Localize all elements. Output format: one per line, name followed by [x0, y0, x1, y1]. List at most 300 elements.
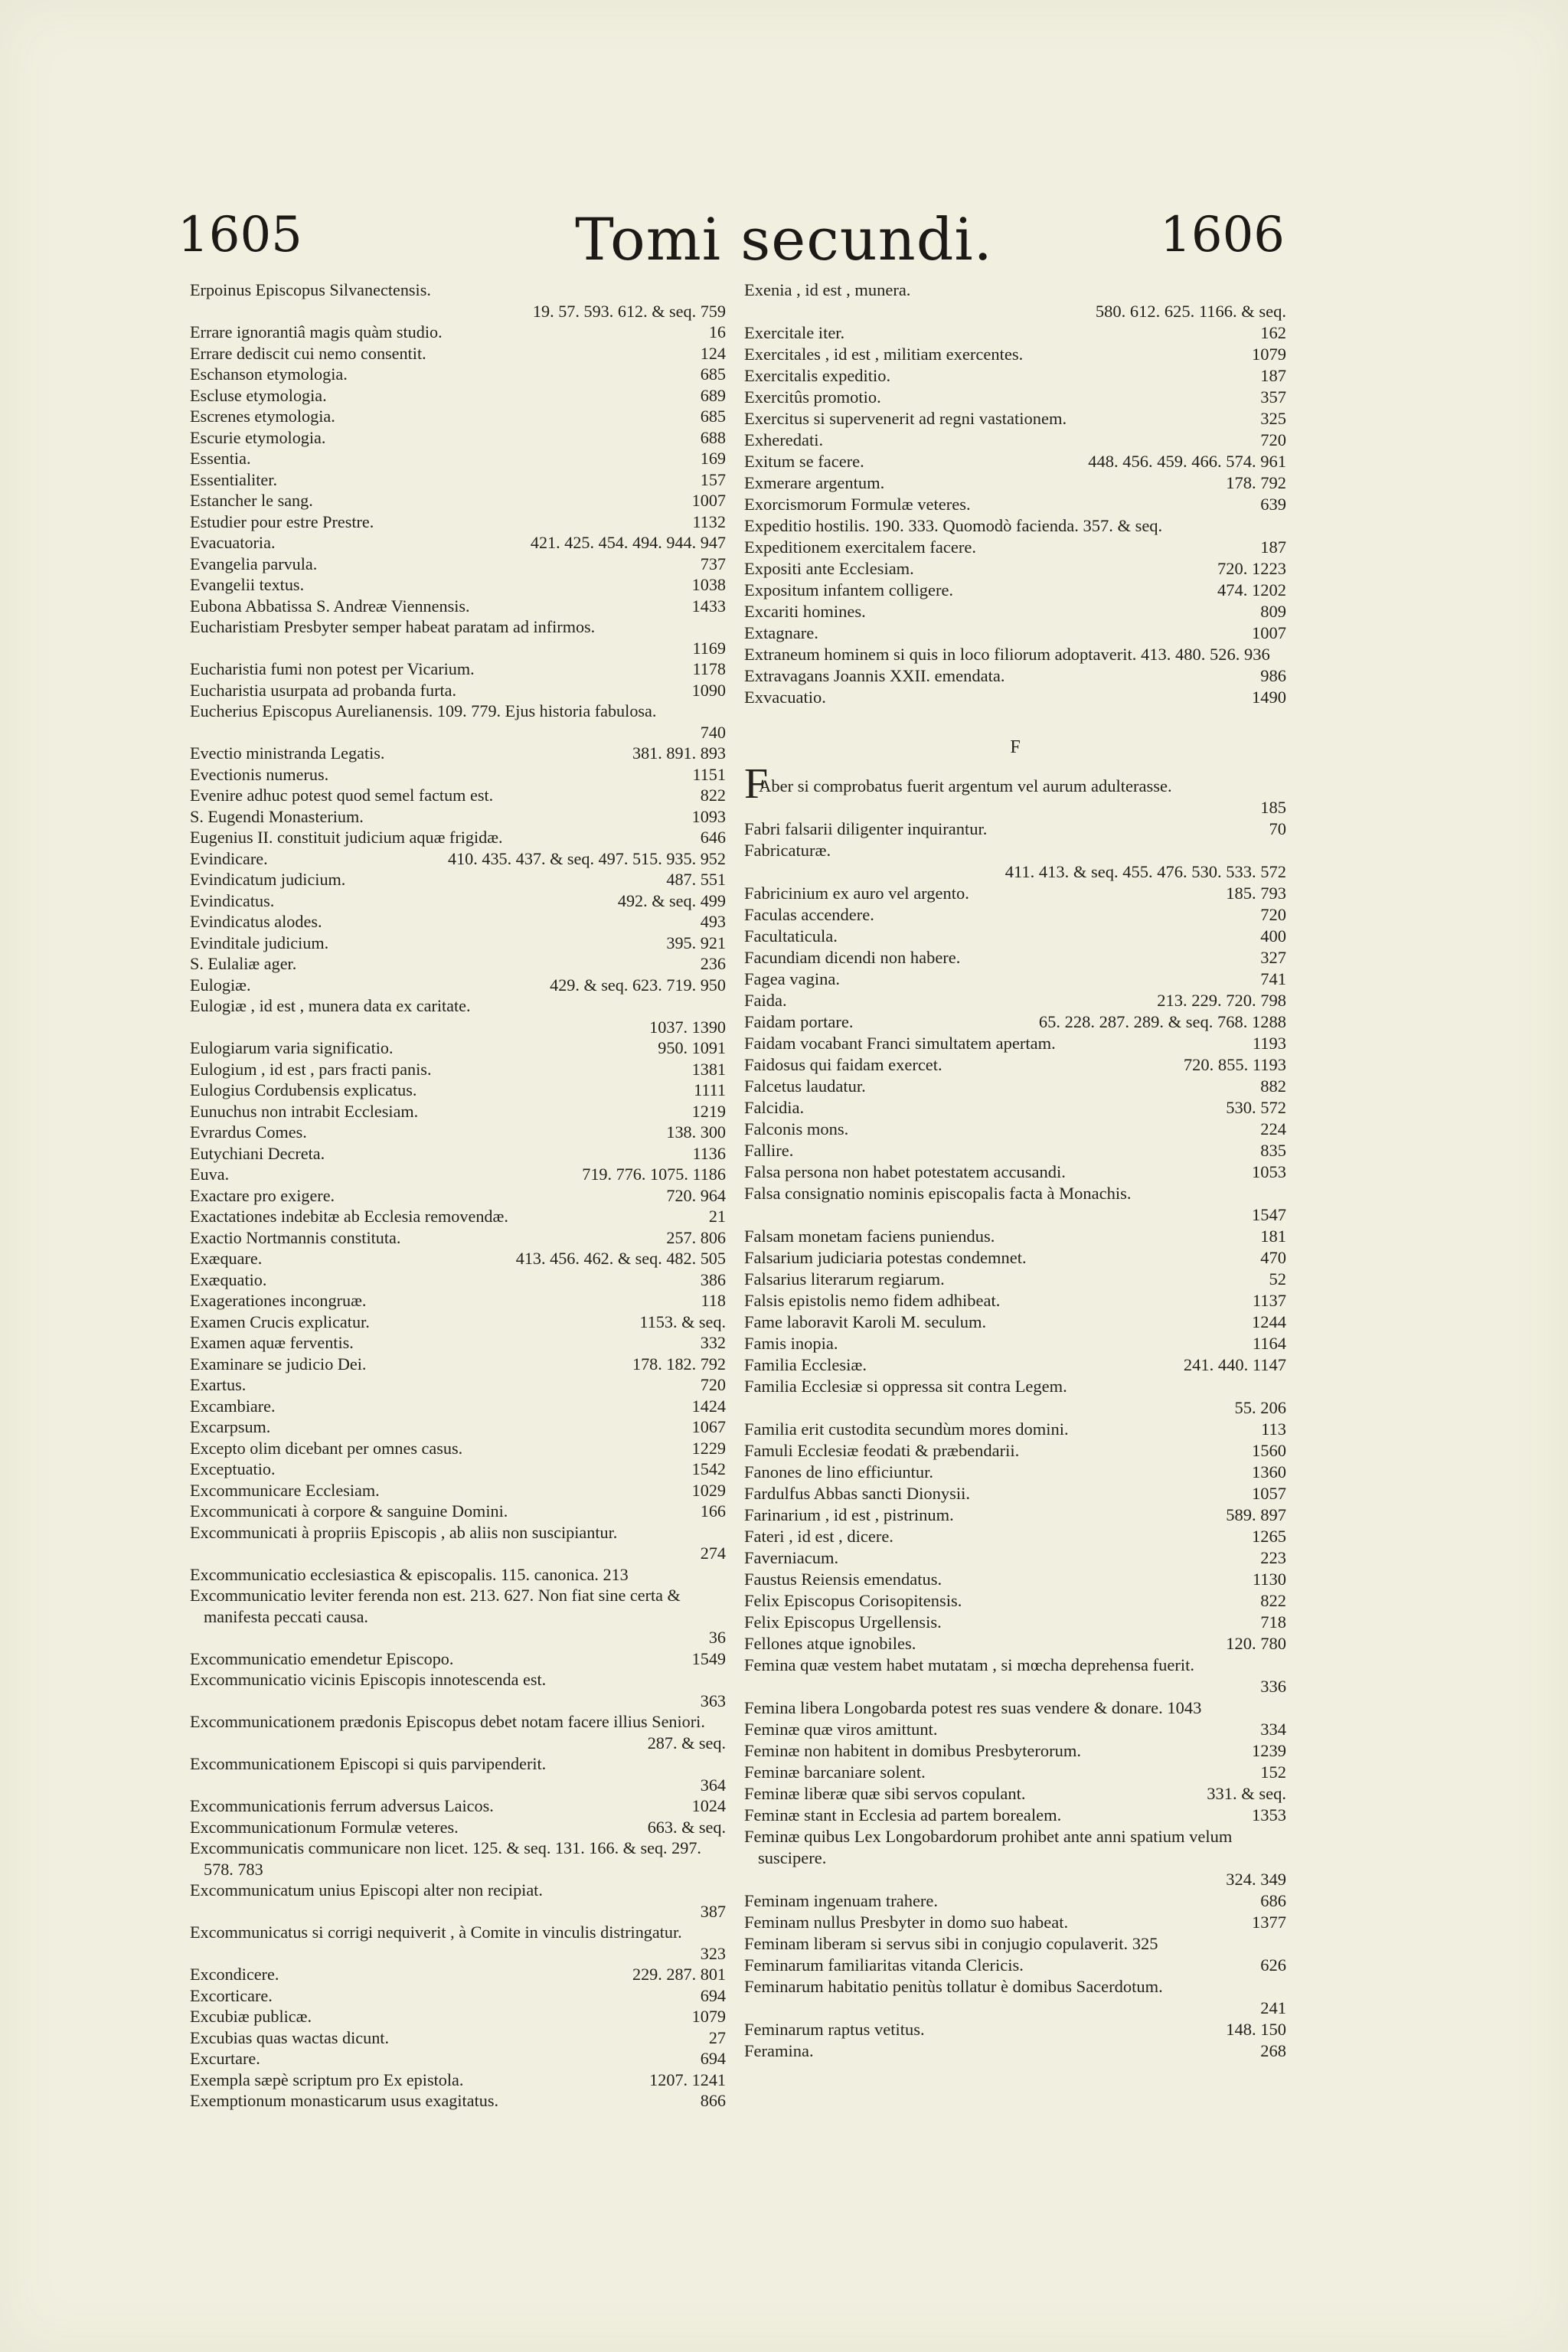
- entry-text: Escluse etymologia.: [190, 385, 327, 405]
- entry-pages: 1136: [692, 1143, 726, 1163]
- entry-text: Felix Episcopus Urgellensis.: [744, 1612, 942, 1632]
- index-entry: [744, 1526, 1286, 1547]
- index-entry: [190, 1248, 726, 1269]
- entry-text: Faidam portare.: [744, 1012, 854, 1031]
- entry-text: Fardulfus Abbas sancti Dionysii.: [744, 1484, 970, 1503]
- entry-text: Felix Episcopus Corisopitensis.: [744, 1591, 962, 1610]
- index-entry: [744, 1419, 1286, 1440]
- entry-text: Eulogius Cordubensis explicatus.: [190, 1080, 417, 1099]
- index-entry: [190, 1480, 726, 1501]
- index-entry: [744, 1912, 1286, 1933]
- index-entry: [744, 515, 1286, 537]
- entry-pages: 580. 612. 625. 1166. & seq.: [1095, 302, 1286, 321]
- index-entry: [744, 904, 1286, 926]
- entry-text: Exercitalis expeditio.: [744, 366, 891, 385]
- index-entry: [190, 343, 726, 364]
- entry-text: Evinditale judicium.: [190, 933, 329, 952]
- entry-pages: 387: [700, 1901, 726, 1921]
- entry-pages: 740: [700, 722, 726, 742]
- entry-pages: 1130: [1252, 1570, 1286, 1589]
- entry-pages: 492. & seq. 499: [617, 890, 726, 910]
- index-entry: [190, 1753, 726, 1795]
- entry-pages: 1229: [691, 1438, 726, 1458]
- entry-text: Excarpsum.: [190, 1417, 271, 1436]
- entry-pages: 1207. 1241: [649, 2069, 726, 2089]
- index-entry: [744, 1376, 1286, 1419]
- entry-text: Exæquatio.: [190, 1269, 267, 1289]
- index-entry: [190, 1564, 726, 1586]
- entry-text: Exorcismorum Formulæ veteres.: [744, 495, 971, 514]
- entry-pages: 1219: [691, 1101, 726, 1121]
- index-entry: [744, 1890, 1286, 1912]
- index-entry: [744, 1504, 1286, 1526]
- entry-text: Falsis epistolis nemo fidem adhibeat.: [744, 1291, 1001, 1310]
- index-entry: [744, 1805, 1286, 1826]
- entry-text: Falsa consignatio nominis episcopalis facta à Monachis.: [744, 1184, 1132, 1203]
- entry-pages: 166: [700, 1501, 726, 1521]
- entry-text: Fabricinium ex auro vel argento.: [744, 884, 969, 903]
- entry-text: Exagerationes incongruæ.: [190, 1291, 367, 1310]
- entry-text: Fateri , id est , dicere.: [744, 1527, 893, 1546]
- entry-pages: 118: [701, 1291, 726, 1310]
- entry-text: Excommunicationem Episcopi si quis parvipenderit.: [190, 1754, 547, 1773]
- entry-pages: 229. 287. 801: [632, 1965, 726, 1984]
- entry-text: Exercitûs promotio.: [744, 387, 881, 407]
- entry-pages: 1377: [1252, 1913, 1286, 1932]
- entry-pages: 1265: [1252, 1527, 1286, 1546]
- index-entry: [744, 1333, 1286, 1354]
- entry-pages: 589. 897: [1226, 1505, 1286, 1524]
- entry-pages: 287. & seq.: [647, 1733, 726, 1753]
- entry-pages: 720: [1260, 905, 1286, 924]
- index-entry: [744, 279, 1286, 322]
- entry-text: Feminam nullus Presbyter in domo suo habeat.: [744, 1913, 1069, 1932]
- index-entry: [190, 2048, 726, 2069]
- entry-pages: 685: [700, 407, 726, 426]
- entry-text: Exæquare.: [190, 1249, 263, 1268]
- entry-pages: 223: [1260, 1548, 1286, 1567]
- index-entry: [744, 1354, 1286, 1376]
- index-entry: [190, 1459, 726, 1480]
- entry-pages: 1151: [692, 764, 726, 784]
- index-entry: [744, 1697, 1286, 1719]
- entry-text: Excommunicationum Formulæ veteres.: [190, 1817, 459, 1837]
- entry-text: Excommunicationis ferrum adversus Laicos.: [190, 1796, 494, 1815]
- entry-text: Eunuchus non intrabit Ecclesiam.: [190, 1101, 419, 1121]
- index-entry: [744, 494, 1286, 515]
- index-entry: [744, 2040, 1286, 2062]
- index-entry: [190, 616, 726, 658]
- index-entry: [744, 1933, 1286, 1955]
- entry-pages: 1007: [1252, 623, 1286, 642]
- entry-text: Extravagans Joannis XXII. emendata.: [744, 666, 1005, 685]
- index-entry: [190, 1522, 726, 1564]
- entry-text: Exempla sæpè scriptum pro Ex epistola.: [190, 2069, 464, 2089]
- entry-text: Excepto olim dicebant per omnes casus.: [190, 1438, 463, 1458]
- index-entry: [744, 1719, 1286, 1740]
- index-entry: [190, 1354, 726, 1375]
- entry-pages: 178. 182. 792: [632, 1354, 726, 1374]
- index-entry: [190, 1648, 726, 1670]
- entry-text: Faidam vocabant Franci simultatem apertam.: [744, 1034, 1056, 1053]
- index-entry: [744, 1054, 1286, 1076]
- entry-text: Evindicatum judicium.: [190, 870, 346, 889]
- index-entry: [744, 601, 1286, 622]
- index-entry: [744, 1290, 1286, 1312]
- entry-pages: 737: [700, 554, 726, 573]
- index-entry: [190, 532, 726, 554]
- entry-pages: 689: [700, 385, 726, 405]
- index-entry: [190, 1669, 726, 1711]
- entry-pages: 395. 921: [666, 933, 726, 952]
- entry-text: Evindicare.: [190, 848, 268, 868]
- entry-pages: 1193: [1252, 1034, 1286, 1053]
- index-entry: [744, 840, 1286, 883]
- index-entry: [744, 1740, 1286, 1762]
- entry-text: Eulogium , id est , pars fracti panis.: [190, 1059, 432, 1079]
- entry-pages: 1360: [1252, 1462, 1286, 1481]
- entry-pages: 688: [700, 427, 726, 447]
- entry-text: Farinarium , id est , pistrinum.: [744, 1505, 954, 1524]
- entry-pages: 626: [1260, 1955, 1286, 1975]
- index-entry: [190, 995, 726, 1037]
- entry-text: Expositi ante Ecclesiam.: [744, 559, 914, 578]
- entry-pages: 694: [700, 1985, 726, 2005]
- entry-pages: 1153. & seq.: [639, 1312, 726, 1331]
- entry-pages: 157: [700, 469, 726, 489]
- index-entry: [744, 1312, 1286, 1333]
- index-entry: [744, 1140, 1286, 1161]
- entry-text: Erpoinus Episcopus Silvanectensis.: [190, 280, 431, 299]
- index-entry: [744, 1655, 1286, 1697]
- index-entry: [744, 1783, 1286, 1805]
- entry-pages: 113: [1261, 1419, 1286, 1439]
- entry-text: Fabricaturæ.: [744, 841, 831, 860]
- index-entry: [190, 1922, 726, 1964]
- entry-text: Feminæ non habitent in domibus Presbyterorum.: [744, 1741, 1081, 1760]
- index-entry: [744, 1462, 1286, 1483]
- entry-pages: 411. 413. & seq. 455. 476. 530. 533. 572: [1004, 862, 1286, 881]
- entry-text: Excubias quas wactas dicunt.: [190, 2027, 390, 2047]
- left-page-number: 1605: [178, 207, 302, 263]
- entry-text: Feminæ quibus Lex Longobardorum prohibet ante anni spatium velum suscipere.: [744, 1827, 1233, 1867]
- entry-text: Errare ignorantiâ magis quàm studio.: [190, 322, 443, 341]
- e-entries: [744, 279, 1286, 708]
- index-entry: [190, 2090, 726, 2112]
- entry-pages: 325: [1260, 409, 1286, 428]
- entry-text: Eulogiarum varia significatio.: [190, 1038, 394, 1057]
- index-entry: [190, 1795, 726, 1817]
- index-entry: [744, 687, 1286, 708]
- index-entry: [190, 1711, 726, 1753]
- entry-pages: 530. 572: [1226, 1098, 1286, 1117]
- entry-pages: 327: [1260, 948, 1286, 967]
- entry-text: Excommunicatum unius Episcopi alter non recipiat.: [190, 1880, 543, 1900]
- entry-text: Exercitales , id est , militiam exercentes.: [744, 345, 1024, 364]
- entry-text: Famuli Ecclesiæ feodati & præbendarii.: [744, 1441, 1020, 1460]
- entry-text: Evrardus Comes.: [190, 1122, 307, 1142]
- entry-pages: 181: [1260, 1227, 1286, 1246]
- index-entry: [744, 1183, 1286, 1226]
- entry-pages: 741: [1260, 969, 1286, 988]
- entry-text: Exactationes indebitæ ab Ecclesia removendæ.: [190, 1207, 508, 1226]
- entry-pages: 120. 780: [1226, 1634, 1286, 1653]
- entry-pages: 1178: [692, 659, 726, 678]
- entry-text: Fallire.: [744, 1141, 794, 1160]
- entry-text: Excommunicatio ecclesiastica & episcopalis. 115. canonica. 213: [190, 1564, 629, 1584]
- entry-pages: 187: [1260, 537, 1286, 557]
- entry-text: Excommunicare Ecclesiam.: [190, 1480, 380, 1500]
- entry-text: Eubona Abbatissa S. Andreæ Viennensis.: [190, 596, 470, 616]
- entry-pages: 381. 891. 893: [632, 743, 726, 763]
- entry-text: Feminarum familiaritas vitanda Clericis.: [744, 1955, 1024, 1975]
- entry-text: Exactio Nortmannis constituta.: [190, 1227, 401, 1247]
- entry-pages: 187: [1260, 366, 1286, 385]
- entry-text: S. Eulaliæ ager.: [190, 954, 297, 973]
- index-entry: [744, 537, 1286, 558]
- entry-pages: 866: [700, 2091, 726, 2110]
- entry-text: Evangelia parvula.: [190, 554, 318, 573]
- entry-pages: 719. 776. 1075. 1186: [582, 1165, 726, 1184]
- entry-pages: 324. 349: [1226, 1870, 1286, 1889]
- index-entry: [190, 1438, 726, 1459]
- entry-pages: 323: [700, 1943, 726, 1963]
- entry-pages: 36: [708, 1628, 726, 1647]
- entry-text: Excondicere.: [190, 1965, 279, 1984]
- entry-text: Familia Ecclesiæ si oppressa sit contra Legem.: [744, 1377, 1067, 1396]
- entry-pages: 1353: [1252, 1805, 1286, 1824]
- entry-text: Feminarum raptus vetitus.: [744, 2020, 925, 2039]
- index-entry: [190, 975, 726, 996]
- entry-pages: 70: [1269, 819, 1286, 838]
- entry-pages: 1024: [691, 1796, 726, 1815]
- entry-text: Errare dediscit cui nemo consentit.: [190, 343, 426, 363]
- index-entry: [190, 1227, 726, 1249]
- entry-text: Examen Crucis explicatur.: [190, 1312, 370, 1331]
- entry-text: Exmerare argentum.: [744, 473, 885, 492]
- index-entry: [744, 947, 1286, 969]
- entry-pages: 1037. 1390: [649, 1017, 726, 1037]
- index-entry: [190, 1964, 726, 1985]
- index-entry: [744, 558, 1286, 580]
- entry-text: Falsam monetam faciens puniendus.: [744, 1227, 995, 1246]
- entry-pages: 148. 150: [1226, 2020, 1286, 2039]
- index-entry: [744, 1269, 1286, 1290]
- entry-text: Exercitus si supervenerit ad regni vastationem.: [744, 409, 1067, 428]
- index-entry: [190, 1817, 726, 1838]
- entry-pages: 809: [1260, 602, 1286, 621]
- entry-text: Essentia.: [190, 449, 251, 468]
- index-entry: [744, 990, 1286, 1011]
- index-entry: [190, 1059, 726, 1080]
- entry-text: Excommunicati à propriis Episcopis , ab aliis non suscipiantur.: [190, 1522, 618, 1542]
- index-entry: [190, 1206, 726, 1227]
- index-entry: [744, 1547, 1286, 1569]
- right-index-column: [744, 279, 1286, 2062]
- index-entry: [744, 365, 1286, 387]
- entry-pages: 835: [1260, 1141, 1286, 1160]
- index-entry: [744, 580, 1286, 601]
- entry-pages: 169: [700, 449, 726, 468]
- entry-text: Eugenius II. constituit judicium aquæ frigidæ.: [190, 828, 503, 847]
- entry-pages: 224: [1260, 1119, 1286, 1138]
- entry-text: Faculas accendere.: [744, 905, 874, 924]
- index-entry: [190, 743, 726, 764]
- entry-pages: 152: [1260, 1762, 1286, 1782]
- entry-text: Familia erit custodita secundùm mores domini.: [744, 1419, 1069, 1439]
- entry-pages: 686: [1260, 1891, 1286, 1910]
- index-entry: [190, 2006, 726, 2027]
- entry-text: Exitum se facere.: [744, 452, 864, 471]
- entry-pages: 413. 456. 462. & seq. 482. 505: [515, 1249, 726, 1268]
- entry-text: Fellones atque ignobiles.: [744, 1634, 916, 1653]
- entry-pages: 236: [700, 954, 726, 973]
- index-entry: [190, 490, 726, 511]
- entry-pages: 19. 57. 593. 612. & seq. 759: [532, 301, 726, 321]
- index-entry: [190, 1416, 726, 1438]
- entry-pages: 493: [700, 912, 726, 931]
- entry-pages: 410. 435. 437. & seq. 497. 515. 935. 952: [447, 848, 726, 868]
- entry-pages: 185: [1260, 798, 1286, 817]
- entry-pages: 470: [1260, 1248, 1286, 1267]
- index-entry: [190, 1101, 726, 1122]
- entry-text: Excommunicatio leviter ferenda non est. 213. 627. Non fiat sine certa & manifesta peccati causa.: [190, 1586, 681, 1626]
- entry-text: Falcetus laudatur.: [744, 1076, 866, 1096]
- entry-text: Exheredati.: [744, 430, 824, 449]
- entry-pages: 822: [700, 786, 726, 805]
- index-entry: [190, 554, 726, 575]
- index-entry: [190, 827, 726, 848]
- entry-text: Falsarius literarum regiarum.: [744, 1269, 945, 1289]
- entry-pages: 685: [700, 364, 726, 384]
- index-entry: [744, 1762, 1286, 1783]
- entry-pages: 1079: [691, 2007, 726, 2026]
- index-entry: [190, 2069, 726, 2091]
- entry-text: Eschanson etymologia.: [190, 364, 348, 384]
- index-entry: [190, 890, 726, 912]
- entry-pages: 639: [1260, 495, 1286, 514]
- entry-text: Expeditio hostilis. 190. 333. Quomodò facienda. 357. & seq.: [744, 516, 1163, 535]
- entry-text: Fagea vagina.: [744, 969, 840, 988]
- entry-text: Expositum infantem colligere.: [744, 580, 954, 599]
- entry-pages: 950. 1091: [658, 1038, 726, 1057]
- entry-text: Examen aquæ ferventis.: [190, 1333, 354, 1352]
- entry-text: Excommunicationem prædonis Episcopus debet notam facere illius Seniori.: [190, 1712, 705, 1731]
- entry-text: Eucharistiam Presbyter semper habeat paratam ad infirmos.: [190, 617, 596, 636]
- index-entry: [190, 406, 726, 427]
- index-entry: [744, 969, 1286, 990]
- entry-text: Essentialiter.: [190, 469, 277, 489]
- index-entry: [190, 1501, 726, 1522]
- entry-text: Faustus Reiensis emendatus.: [744, 1570, 942, 1589]
- entry-text: Excariti homines.: [744, 602, 866, 621]
- index-entry: [744, 1569, 1286, 1590]
- index-entry: [744, 1097, 1286, 1119]
- entry-pages: 364: [700, 1775, 726, 1795]
- entry-pages: 357: [1260, 387, 1286, 407]
- index-entry: [190, 1143, 726, 1165]
- entry-text: Exenia , id est , munera.: [744, 280, 911, 299]
- index-entry: [190, 1290, 726, 1312]
- entry-text: Feminæ quæ viros amittunt.: [744, 1720, 938, 1739]
- entry-text: Famis inopia.: [744, 1334, 838, 1353]
- entry-text: Excorticare.: [190, 1985, 273, 2005]
- index-entry: [744, 665, 1286, 687]
- entry-text: Eutychiani Decreta.: [190, 1143, 325, 1163]
- entry-pages: 52: [1269, 1269, 1286, 1289]
- entry-text: Evangelii textus.: [190, 575, 305, 594]
- entry-pages: 986: [1260, 666, 1286, 685]
- index-entry: [190, 1080, 726, 1101]
- entry-pages: 448. 456. 459. 466. 574. 961: [1088, 452, 1286, 471]
- entry-text: Evenire adhuc potest quod semel factum est.: [190, 786, 494, 805]
- entry-pages: 663. & seq.: [647, 1817, 726, 1837]
- entry-pages: 720. 1223: [1217, 559, 1286, 578]
- letter-heading-f: F: [1010, 737, 1021, 757]
- entry-text: Familia Ecclesiæ.: [744, 1355, 867, 1374]
- right-page-number: 1606: [1160, 207, 1285, 263]
- index-entry: [190, 1838, 726, 1880]
- entry-pages: 1007: [691, 491, 726, 510]
- index-entry: [190, 1396, 726, 1417]
- entry-pages: 241: [1260, 1998, 1286, 2017]
- entry-text: Faidosus qui faidam exercet.: [744, 1055, 942, 1074]
- index-entry: [190, 1332, 726, 1354]
- index-entry: [744, 430, 1286, 451]
- entry-pages: 16: [708, 322, 726, 341]
- index-entry: [744, 883, 1286, 904]
- entry-text: Eucherius Episcopus Aurelianensis. 109. 779. Ejus historia fabulosa.: [190, 701, 657, 720]
- entry-pages: 1381: [691, 1059, 726, 1079]
- entry-text: Feminam liberam si servus sibi in conjugio copulaverit. 325: [744, 1934, 1158, 1953]
- index-entry: [190, 1985, 726, 2007]
- entry-pages: 1169: [692, 638, 726, 658]
- index-entry: [190, 427, 726, 449]
- index-entry: [190, 2027, 726, 2049]
- entry-text: Extagnare.: [744, 623, 818, 642]
- entry-pages: 1079: [1252, 345, 1286, 364]
- entry-text: Femina libera Longobarda potest res suas vendere & donare. 1043: [744, 1698, 1202, 1717]
- index-entry: [744, 622, 1286, 644]
- entry-pages: 1090: [691, 680, 726, 700]
- entry-text: Excommunicatus si corrigi nequiverit , à Comite in vinculis distringatur.: [190, 1922, 682, 1942]
- entry-pages: 1164: [1252, 1334, 1286, 1353]
- entry-pages: 1132: [692, 511, 726, 531]
- index-entry: [744, 1483, 1286, 1504]
- entry-text: Faida.: [744, 991, 787, 1010]
- entry-text: Fabri falsarii diligenter inquirantur.: [744, 819, 988, 838]
- index-entry: [744, 451, 1286, 472]
- entry-text: Evacuatoria.: [190, 533, 276, 552]
- entry-text: Excubiæ publicæ.: [190, 2007, 312, 2026]
- entry-pages: 213. 229. 720. 798: [1157, 991, 1286, 1010]
- index-entry: [190, 701, 726, 743]
- index-entry: [744, 1633, 1286, 1655]
- entry-pages: 1053: [1252, 1162, 1286, 1181]
- page-title: Tomi secundi.: [575, 205, 993, 273]
- entry-text: Evindicatus alodes.: [190, 912, 322, 931]
- entry-pages: 336: [1260, 1677, 1286, 1696]
- entry-pages: 1038: [691, 575, 726, 594]
- index-entry: [190, 953, 726, 975]
- entry-pages: 268: [1260, 2041, 1286, 2060]
- entry-text: Excommunicati à corpore & sanguine Domini.: [190, 1501, 508, 1521]
- entry-text: Extraneum hominem si quis in loco filiorum adoptaverit. 413. 480. 526. 936: [744, 645, 1270, 664]
- entry-pages: 487. 551: [666, 870, 726, 889]
- entry-pages: 720. 964: [666, 1185, 726, 1205]
- index-entry: [190, 1269, 726, 1291]
- entry-pages: 1093: [691, 806, 726, 826]
